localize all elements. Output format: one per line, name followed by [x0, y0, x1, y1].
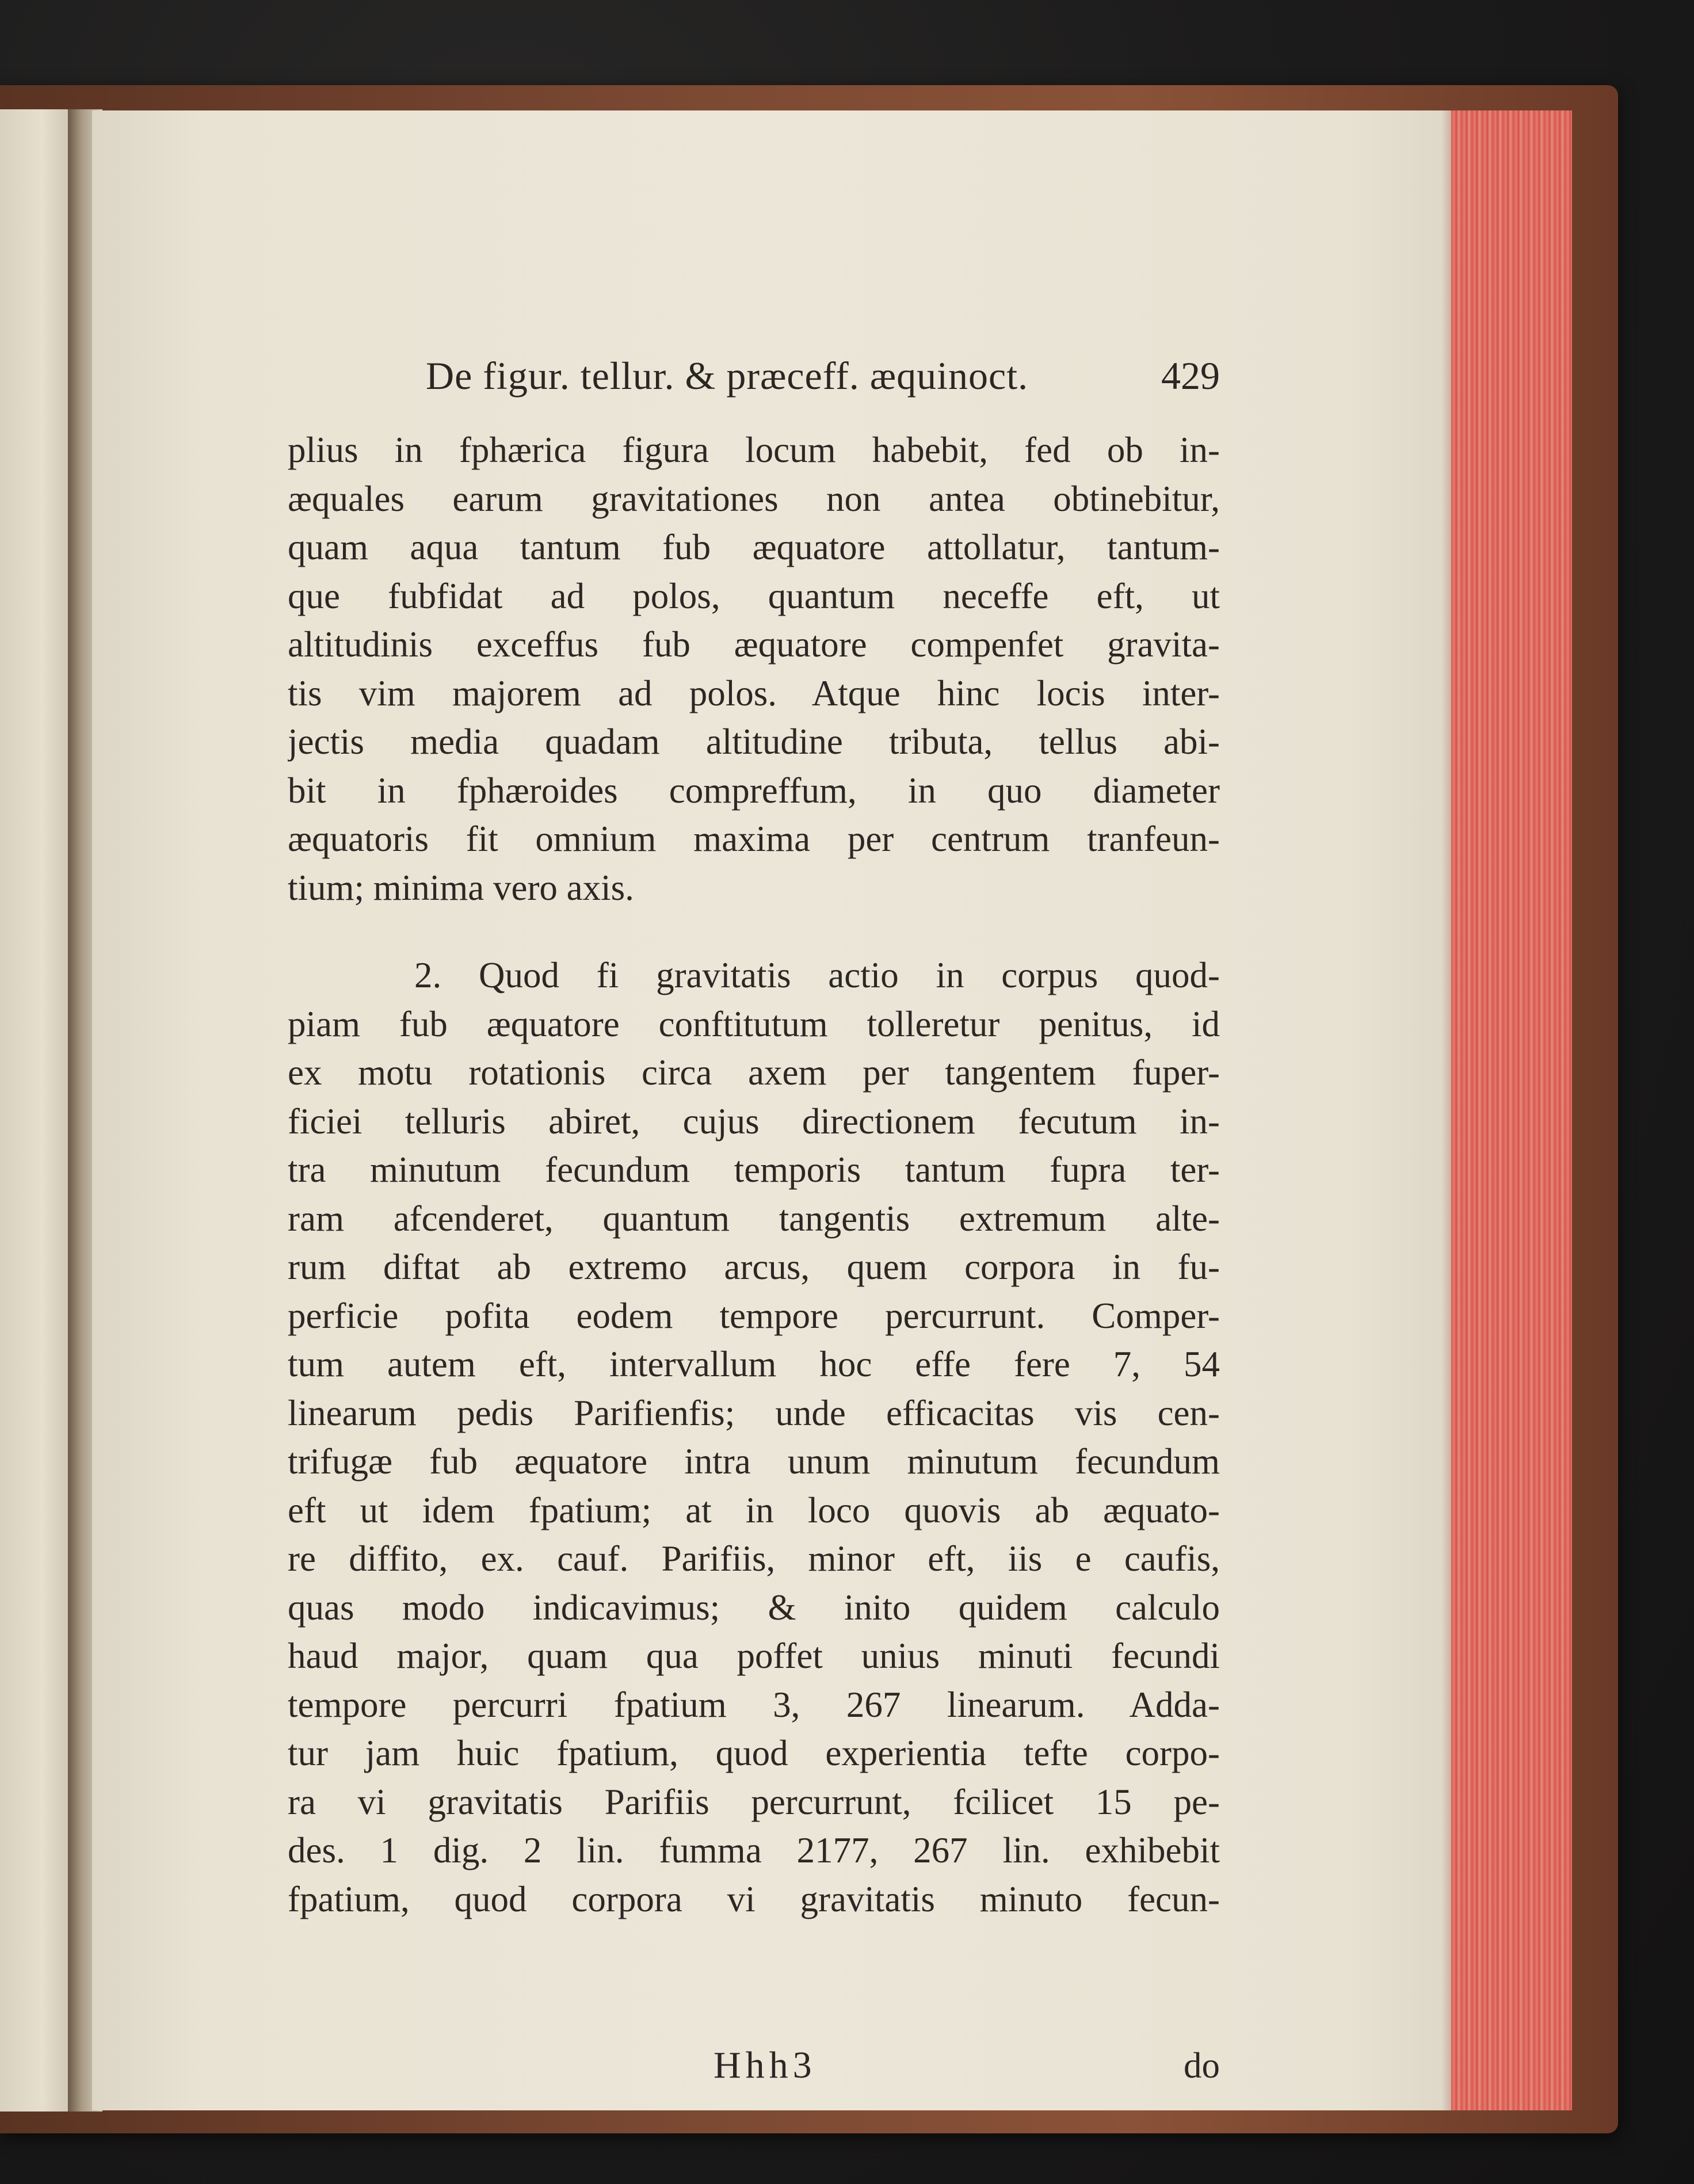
text-line: tis vim majorem ad polos. Atque hinc locis inter-	[288, 673, 1220, 713]
running-title: De figur. tellur. & præceff. æquinoct.	[426, 354, 1029, 398]
left-page-edge	[0, 109, 70, 2112]
text-line: tra minutum fecundum temporis tantum fupra ter-	[288, 1150, 1220, 1190]
text-line: des. 1 dig. 2 lin. fumma 2177, 267 lin. exhibebit	[288, 1830, 1220, 1870]
text-line: re diffito, ex. cauf. Parifiis, minor eft, iis e caufis,	[288, 1538, 1220, 1579]
body-text	[288, 426, 1220, 1923]
text-line: rum diftat ab extremo arcus, quem corpora in fu-	[288, 1247, 1220, 1287]
text-line: ficiei telluris abiret, cujus directionem fecutum in-	[288, 1101, 1220, 1141]
text-line: tur jam huic fpatium, quod experientia tefte corpo-	[288, 1733, 1220, 1773]
text-line: 2. Quod fi gravitatis actio in corpus quod-	[414, 955, 1220, 995]
text-line: piam fub æquatore conftitutum tolleretur penitus, id	[288, 1003, 1220, 1044]
text-line: bit in fphæroides compreffum, in quo diameter	[288, 770, 1220, 811]
text-line: fpatium, quod corpora vi gravitatis minuto fecun-	[288, 1878, 1220, 1919]
text-line: ex motu rotationis circa axem per tangentem fuper-	[288, 1052, 1220, 1093]
text-line: æquales earum gravitationes non antea obtinebitur,	[288, 478, 1220, 519]
text-line: quam aqua tantum fub æquatore attollatur, tantum-	[288, 527, 1220, 567]
text-line: perficie pofita eodem tempore percurrunt. Comper-	[288, 1295, 1220, 1336]
text-line: tum autem eft, intervallum hoc effe fere 7, 54	[288, 1344, 1220, 1384]
text-line: linearum pedis Parifienfis; unde efficacitas vis cen-	[288, 1392, 1220, 1433]
text-line: plius in fphærica figura locum habebit, fed ob in-	[288, 430, 1220, 470]
red-page-edges	[1451, 110, 1572, 2110]
text-line: haud major, quam qua poffet unius minuti fecundi	[288, 1636, 1220, 1676]
text-line: æquatoris fit omnium maxima per centrum tranfeun-	[288, 819, 1220, 859]
text-line: altitudinis exceffus fub æquatore compenfet gravita-	[288, 624, 1220, 665]
text-line: que fubfidat ad polos, quantum neceffe eft, ut	[288, 575, 1220, 616]
text-line: tempore percurri fpatium 3, 267 linearum. Adda-	[288, 1684, 1220, 1725]
page-number: 429	[1161, 354, 1220, 398]
text-line: tium; minima vero axis.	[288, 867, 634, 908]
signature-mark: Hhh3	[714, 2044, 817, 2086]
paragraph-gap	[288, 912, 1220, 951]
text-line: jectis media quadam altitudine tributa, tellus abi-	[288, 721, 1220, 762]
text-line: quas modo indicavimus; & inito quidem calculo	[288, 1587, 1220, 1628]
paragraph-2	[288, 951, 1220, 1923]
page-footer	[288, 2037, 1220, 2094]
text-line: ra vi gravitatis Parifiis percurrunt, fcilicet 15 pe-	[288, 1781, 1220, 1822]
text-line: ram afcenderet, quantum tangentis extremum alte-	[288, 1198, 1220, 1239]
text-line: eft ut idem fpatium; at in loco quovis ab æquato-	[288, 1490, 1220, 1530]
catchword: do	[1184, 2045, 1220, 2086]
text-line: trifugæ fub æquatore intra unum minutum fecundum	[288, 1441, 1220, 1482]
page-header	[426, 344, 1220, 407]
paragraph-1	[288, 426, 1220, 912]
